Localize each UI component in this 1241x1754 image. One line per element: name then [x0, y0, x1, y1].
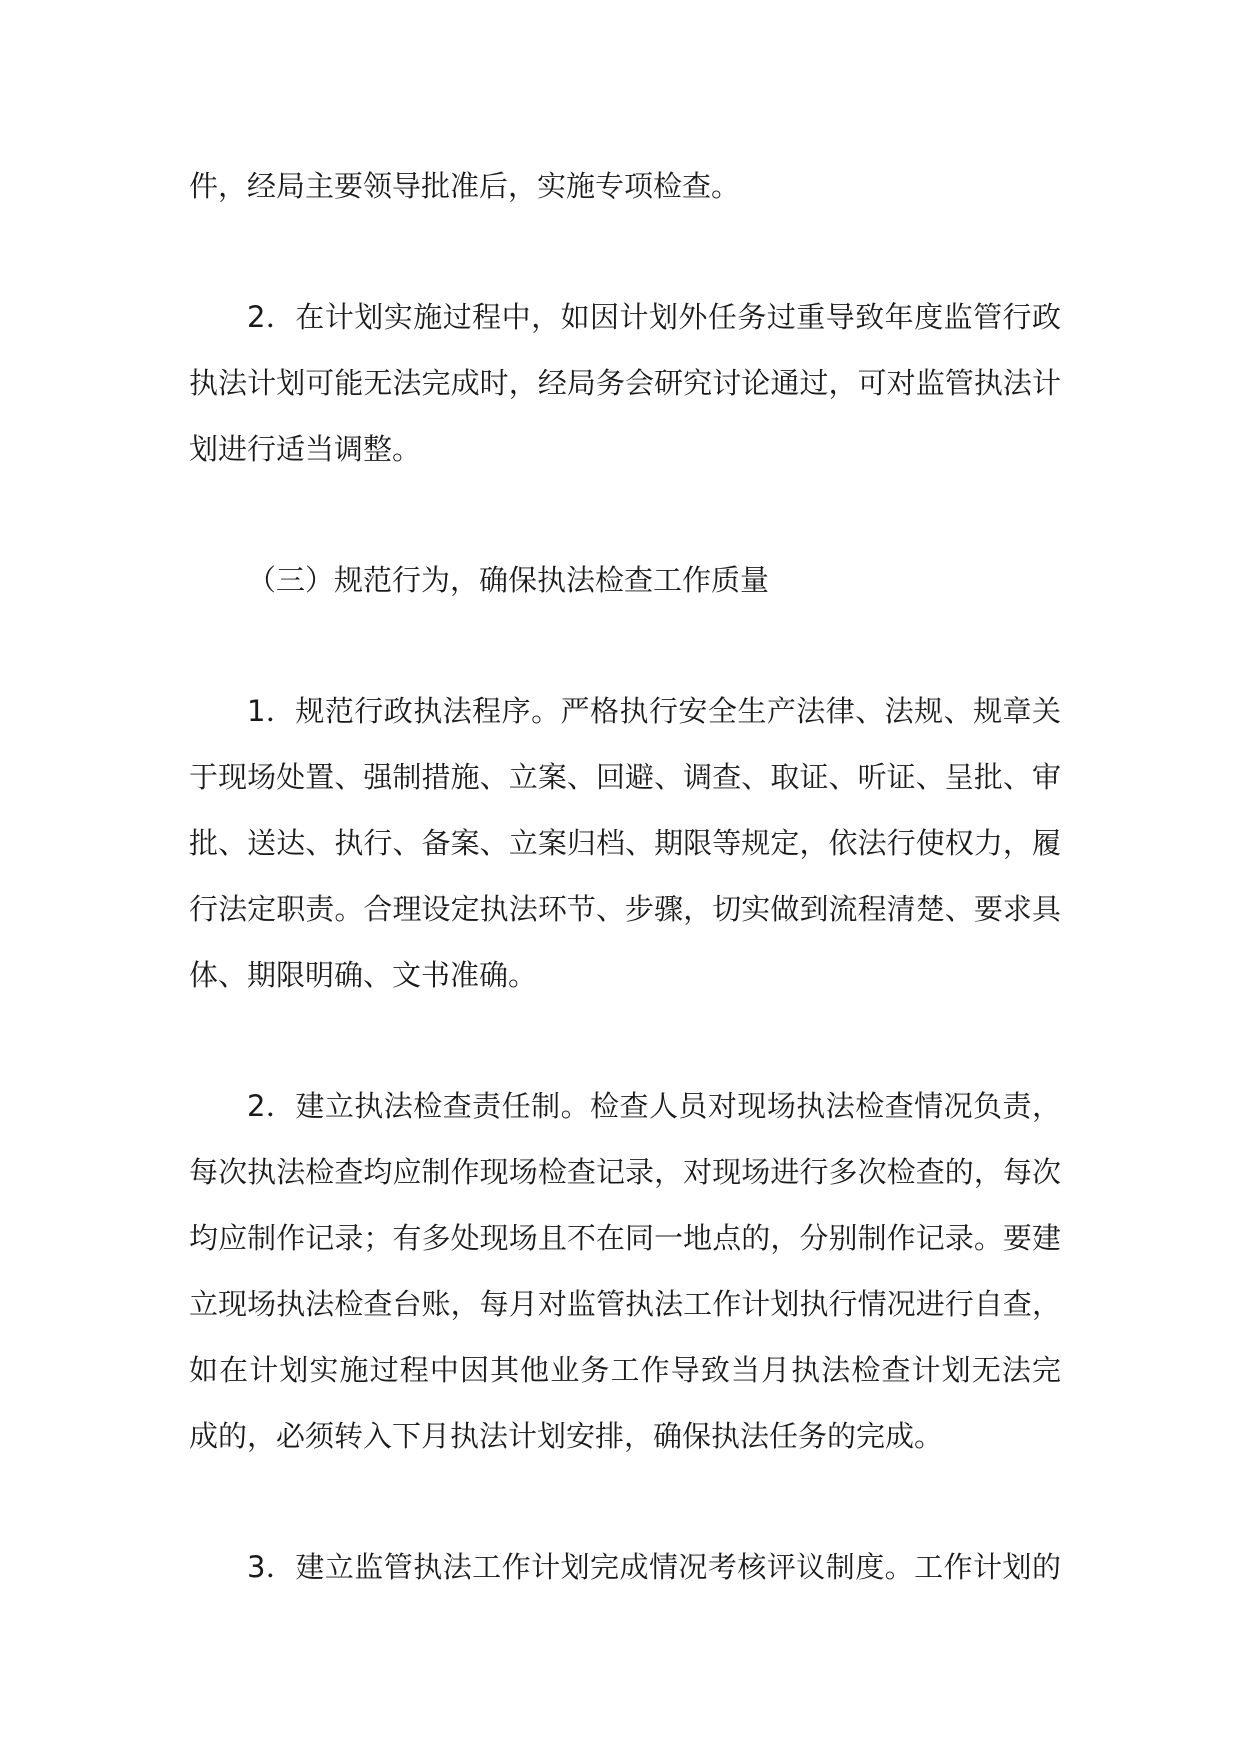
text-line: 批、送达、执行、备案、立案归档、期限等规定，依法行使权力，履: [189, 826, 1061, 860]
text-line: 立现场执法检查台账，每月对监管执法工作计划执行情况进行自查，: [189, 1287, 1061, 1321]
text-line: 划进行适当调整。: [189, 432, 422, 466]
paragraph-first-line: 3．建立监管执法工作计划完成情况考核评议制度。工作计划的: [247, 1550, 1061, 1584]
text-line: 于现场处置、强制措施、立案、回避、调查、取证、听证、呈批、审: [189, 760, 1061, 794]
paragraph-first-line: 2．在计划实施过程中，如因计划外任务过重导致年度监管行政: [247, 300, 1061, 334]
section-heading: （三）规范行为，确保执法检查工作质量: [247, 563, 770, 597]
text-line: 每次执法检查均应制作现场检查记录，对现场进行多次检查的，每次: [189, 1155, 1061, 1189]
text-line: 执法计划可能无法完成时，经局务会研究讨论通过，可对监管执法计: [189, 366, 1061, 400]
text-line: 件，经局主要领导批准后，实施专项检查。: [189, 169, 741, 203]
paragraph-first-line: 1．规范行政执法程序。严格执行安全生产法律、法规、规章关: [247, 694, 1061, 728]
text-line: 体、期限明确、文书准确。: [189, 958, 538, 992]
text-line: 成的，必须转入下月执法计划安排，确保执法任务的完成。: [189, 1419, 944, 1453]
text-line: 行法定职责。合理设定执法环节、步骤，切实做到流程清楚、要求具: [189, 892, 1061, 926]
paragraph-first-line: 2．建立执法检查责任制。检查人员对现场执法检查情况负责，: [247, 1089, 1061, 1123]
text-line: 均应制作记录；有多处现场且不在同一地点的，分别制作记录。要建: [189, 1221, 1061, 1255]
text-line: 如在计划实施过程中因其他业务工作导致当月执法检查计划无法完: [189, 1353, 1061, 1387]
